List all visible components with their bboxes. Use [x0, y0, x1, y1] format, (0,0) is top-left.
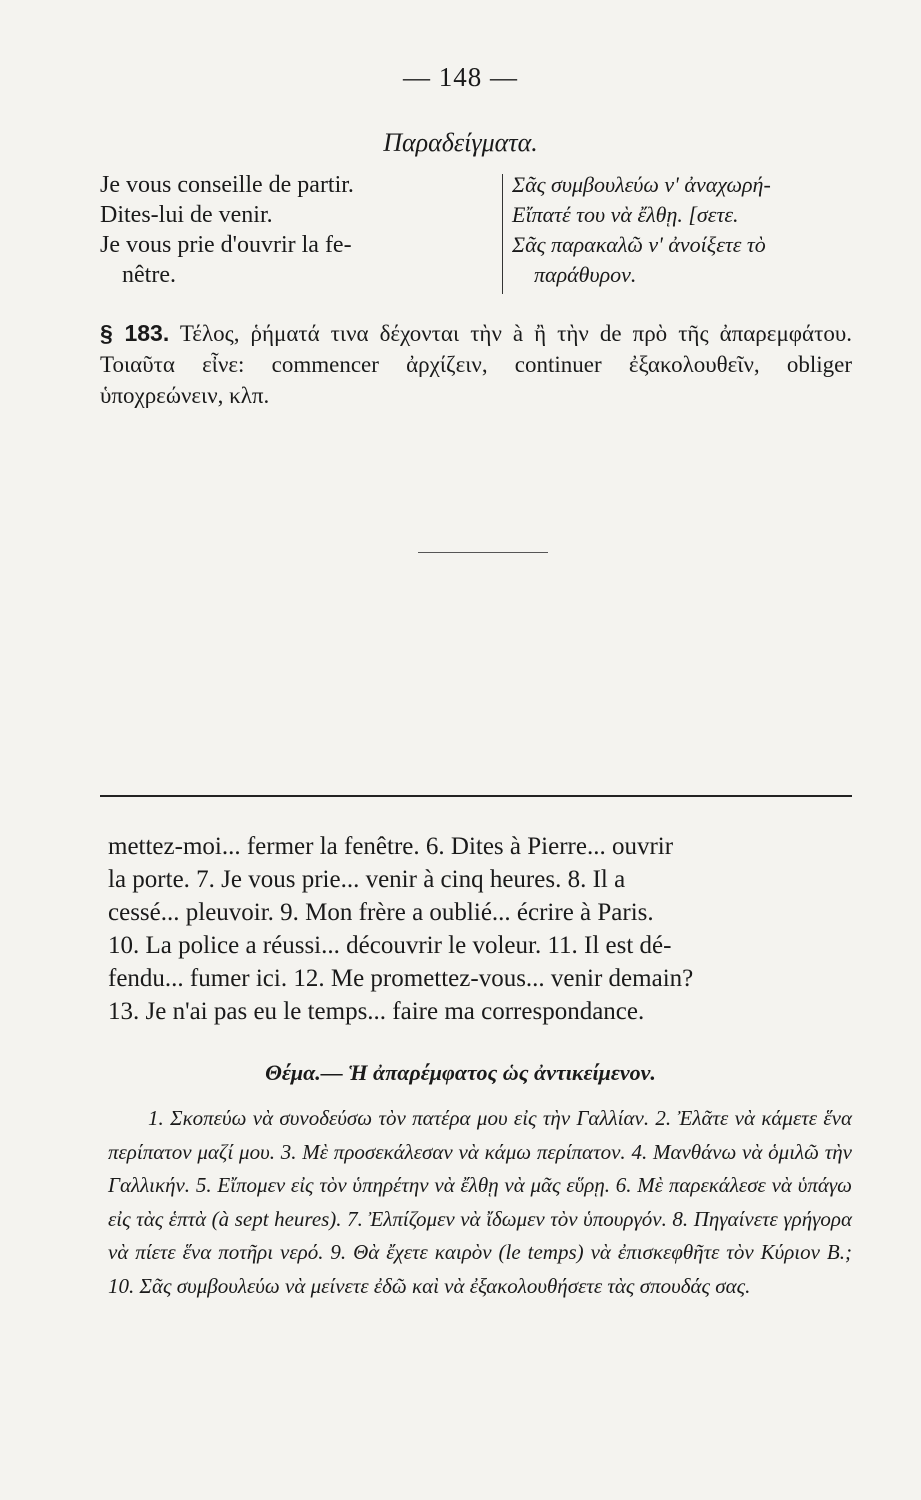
examples-table: [100, 170, 860, 300]
exercise-line: 13. Je n'ai pas eu le temps... faire ma correspondance.: [108, 998, 645, 1025]
section-183-text: Τέλος, ῥήματά τινα δέχονται τὴν à ἢ τὴν de πρὸ τῆς ἀπαρεμφάτου. Τοιαῦτα εἶνε: commencer ἀρχίζειν, continuer ἐξακολουθεῖν, obliger ὑποχρεώνειν, κλπ.: [100, 321, 852, 408]
exercise-line: la porte. 7. Je vous prie... venir à cinq heures. 8. Il a: [108, 866, 626, 893]
french-examples: [100, 170, 488, 290]
page-number: — 148 —: [403, 62, 518, 92]
theme-paragraph: 1. Σκοπεύω νὰ συνοδεύσω τὸν πατέρα μου εἰς τὴν Γαλλίαν. 2. Ἐλᾶτε νὰ κάμετε ἕνα περίπατον μαζί μου. 3. Μὲ προσεκάλεσαν νὰ κάμω περίπατον. 4. Μανθάνω νὰ ὁμιλῶ τὴν Γαλλικήν. 5. Εἴπομεν εἰς τὸν ὑπηρέτην νὰ ἔλθῃ νὰ μᾶς εὕρῃ. 6. Μὲ παρεκάλεσε νὰ ὑπάγω εἰς τὰς ἑπτὰ (à sept heures). 7. Ἐλπίζομεν νὰ ἴδωμεν τὸν ὑπουργόν. 8. Πηγαίνετε γρήγορα νὰ πίετε ἕνα ποτῆρι νερό. 9. Θὰ ἔχετε καιρὸν (le temps) νὰ ἐπισκεφθῆτε τὸν Κύριον Β.; 10. Σᾶς συμβουλεύω νὰ μείνετε ἐδῶ καὶ νὰ ἐξακολουθήσετε τὰς σπουδάς σας.: [108, 1106, 852, 1298]
theme-exercise: [108, 1102, 852, 1303]
exercise-line: cessé... pleuvoir. 9. Mon frère a oublié... écrire à Paris.: [108, 899, 654, 926]
page-divider: [100, 795, 852, 797]
greek-example-line: Σᾶς παρακαλῶ ν' ἀνοίξετε τὸ: [512, 232, 766, 257]
section-number: § 183.: [100, 320, 170, 346]
exercise-line: fendu... fumer ici. 12. Me promettez-vous... venir demain?: [108, 965, 694, 992]
greek-example-line: παράθυρον.: [534, 262, 637, 287]
exercise-block: [108, 830, 852, 1028]
exercise-line: 10. La police a réussi... découvrir le voleur. 11. Il est dé-: [108, 932, 672, 959]
greek-example-line: Εἴπατέ του νὰ ἔλθῃ. [σετε.: [512, 202, 739, 227]
french-example-line: Dites-lui de venir.: [100, 202, 273, 228]
column-divider: [502, 174, 503, 294]
exercise-line: mettez-moi... fermer la fenêtre. 6. Dites à Pierre... ouvrir: [108, 833, 674, 860]
section-title: Παραδείγματα.: [383, 128, 538, 157]
greek-examples: [512, 170, 862, 290]
section-183-paragraph: [100, 318, 852, 411]
french-example-line: Je vous prie d'ouvrir la fe-: [100, 232, 352, 258]
short-divider: [418, 552, 548, 553]
french-example-line: Je vous conseille de partir.: [100, 172, 354, 198]
greek-example-line: Σᾶς συμβουλεύω ν' ἀναχωρή-: [512, 172, 771, 197]
french-example-line: nêtre.: [122, 262, 176, 288]
theme-heading: Θέμα.— Ἡ ἀπαρέμφατος ὡς ἀντικείμενον.: [265, 1060, 656, 1085]
